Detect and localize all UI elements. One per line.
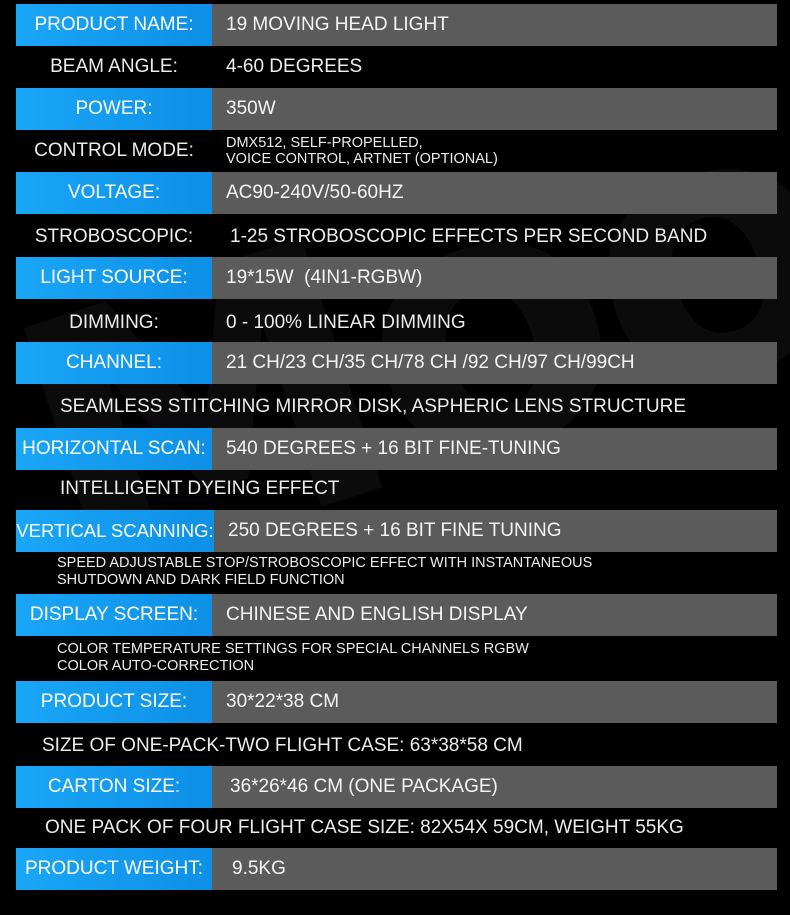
value-display-screen: CHINESE AND ENGLISH DISPLAY [212, 594, 777, 636]
value-control-mode [226, 130, 498, 172]
text-color-note [57, 638, 529, 678]
spec-row-dyeing [0, 468, 790, 510]
label-horizontal-scan: HORIZONTAL SCAN: [16, 428, 212, 470]
value-beam-angle: 4-60 DEGREES [226, 56, 363, 77]
label-beam-angle: BEAM ANGLE: [50, 56, 178, 77]
value-power: 350W [212, 88, 777, 130]
spec-row-vertical-scanning [0, 510, 790, 552]
spec-row-voltage [0, 172, 790, 214]
label-light-source: LIGHT SOURCE: [16, 257, 212, 299]
text-color-note-line2: COLOR AUTO-CORRECTION [57, 658, 255, 674]
spec-row-power [0, 88, 790, 130]
spec-row-four-case [0, 807, 790, 849]
spec-row-light-source [0, 257, 790, 299]
text-four-case: ONE PACK OF FOUR FLIGHT CASE SIZE: 82X54X 59CM, WEIGHT 55KG [45, 817, 684, 838]
spec-row-channel [0, 342, 790, 384]
spec-row-flight-case [0, 725, 790, 767]
value-voltage: AC90-240V/50-60HZ [212, 172, 777, 214]
label-product-weight: PRODUCT WEIGHT: [16, 848, 212, 890]
label-product-size: PRODUCT SIZE: [16, 681, 212, 723]
label-power: POWER: [16, 88, 212, 130]
label-channel: CHANNEL: [16, 342, 212, 384]
value-light-source: 19*15W (4IN1-RGBW) [212, 257, 777, 299]
label-voltage: VOLTAGE: [16, 172, 212, 214]
spec-row-product-weight [0, 848, 790, 890]
spec-row-stroboscopic [0, 216, 790, 258]
value-horizontal-scan: 540 DEGREES + 16 BIT FINE-TUNING [212, 428, 777, 470]
label-dimming: DIMMING: [69, 312, 159, 333]
value-stroboscopic: 1-25 STROBOSCOPIC EFFECTS PER SECOND BAND [230, 226, 708, 247]
value-product-size: 30*22*38 CM [212, 681, 777, 723]
text-flight-case: SIZE OF ONE-PACK-TWO FLIGHT CASE: 63*38*58 CM [42, 735, 523, 756]
text-speed-note-line2: SHUTDOWN AND DARK FIELD FUNCTION [57, 572, 345, 588]
label-product-name: PRODUCT NAME: [16, 4, 212, 46]
label-carton-size: CARTON SIZE: [16, 766, 212, 808]
text-dyeing: INTELLIGENT DYEING EFFECT [60, 478, 340, 499]
label-vertical-scanning: VERTICAL SCANNING: [16, 510, 214, 552]
spec-row-mirror-disk [0, 386, 790, 428]
text-color-note-line1: COLOR TEMPERATURE SETTINGS FOR SPECIAL CHANNELS RGBW [57, 641, 529, 657]
label-stroboscopic: STROBOSCOPIC: [34, 226, 194, 247]
spec-row-display-screen [0, 594, 790, 636]
spec-row-speed-note [0, 552, 790, 592]
value-dimming: 0 - 100% LINEAR DIMMING [226, 312, 466, 333]
spec-row-control-mode [0, 130, 790, 172]
text-speed-note-line1: SPEED ADJUSTABLE STOP/STROBOSCOPIC EFFECT WITH INSTANTANEOUS [57, 555, 593, 571]
value-product-weight: 9.5KG [212, 848, 777, 890]
value-product-name: 19 MOVING HEAD LIGHT [212, 4, 777, 46]
value-vertical-scanning: 250 DEGREES + 16 BIT FINE TUNING [214, 510, 777, 552]
label-display-screen: DISPLAY SCREEN: [16, 594, 212, 636]
value-control-mode-line2: VOICE CONTROL, ARTNET (OPTIONAL) [226, 151, 498, 167]
value-control-mode-line1: DMX512, SELF-PROPELLED, [226, 135, 423, 151]
spec-row-color-note [0, 638, 790, 678]
spec-row-product-size [0, 681, 790, 723]
value-channel: 21 CH/23 CH/35 CH/78 CH /92 CH/97 CH/99CH [212, 342, 777, 384]
spec-row-product-name [0, 4, 790, 46]
text-mirror-disk: SEAMLESS STITCHING MIRROR DISK, ASPHERIC LENS STRUCTURE [60, 396, 687, 417]
spec-row-carton-size [0, 766, 790, 808]
spec-row-horizontal-scan [0, 428, 790, 470]
spec-row-dimming [0, 302, 790, 344]
value-carton-size: 36*26*46 CM (ONE PACKAGE) [212, 766, 777, 808]
text-speed-note [57, 552, 592, 592]
label-control-mode: CONTROL MODE: [34, 140, 194, 161]
spec-row-beam-angle [0, 46, 790, 88]
